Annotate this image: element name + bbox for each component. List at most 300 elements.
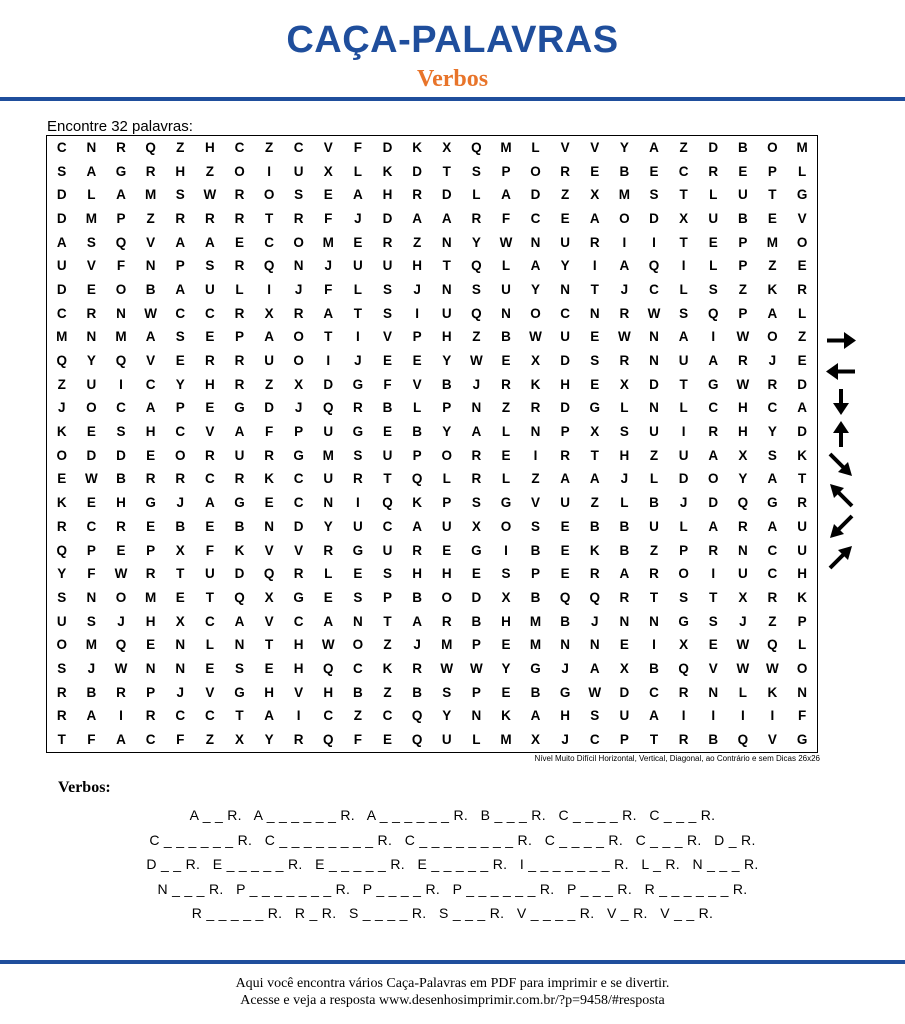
- word-hint-line: C _ _ _ _ _ _ R. C _ _ _ _ _ _ _ _ R. C _ _ _ _ _ _ _ _ R. C _ _ _ _ R. C _ _ _ R. D _ R.: [149, 831, 756, 848]
- grid-cell: Z: [383, 637, 392, 653]
- grid-cell: R: [530, 400, 541, 416]
- grid-cell: R: [145, 471, 156, 487]
- grid-cell: Y: [767, 424, 777, 440]
- grid-cell: R: [708, 163, 719, 179]
- word-hint-list: [0, 803, 905, 926]
- grid-cell: A: [412, 613, 422, 629]
- grid-cell: S: [383, 305, 393, 321]
- grid-cell: Q: [56, 542, 68, 558]
- grid-cell: R: [116, 139, 126, 155]
- grid-row: [47, 444, 817, 468]
- grid-cell: X: [294, 376, 304, 392]
- grid-cell: P: [412, 329, 422, 345]
- grid-cell: O: [530, 163, 541, 179]
- grid-cell: L: [797, 637, 807, 653]
- grid-cell: J: [679, 495, 688, 511]
- grid-cell: W: [766, 660, 779, 676]
- grid-cell: I: [504, 542, 508, 558]
- grid-cell: X: [264, 589, 274, 605]
- grid-cell: G: [352, 424, 364, 440]
- grid-cell: F: [501, 210, 511, 226]
- grid-cell: K: [530, 376, 541, 392]
- grid-cell: O: [293, 353, 304, 369]
- grid-cell: A: [619, 566, 630, 582]
- grid-row: [47, 633, 817, 657]
- grid-cell: P: [412, 447, 422, 463]
- grid-cell: C: [293, 495, 304, 511]
- bottom-divider: [0, 960, 905, 964]
- grid-row: [47, 610, 817, 634]
- grid-cell: H: [293, 637, 304, 653]
- grid-cell: M: [766, 234, 779, 250]
- grid-cell: C: [175, 708, 186, 724]
- grid-cell: Z: [531, 471, 540, 487]
- grid-cell: E: [323, 589, 333, 605]
- grid-cell: J: [620, 281, 629, 297]
- grid-cell: K: [767, 281, 778, 297]
- grid-cell: R: [234, 471, 245, 487]
- grid-cell: L: [324, 566, 333, 582]
- grid-cell: Z: [353, 708, 363, 724]
- grid-cell: U: [560, 495, 571, 511]
- grid-cell: C: [353, 660, 363, 676]
- grid-cell: B: [471, 613, 482, 629]
- grid-cell: P: [383, 589, 393, 605]
- grid-cell: D: [441, 187, 452, 203]
- grid-cell: R: [56, 708, 67, 724]
- grid-cell: C: [293, 613, 304, 629]
- grid-cell: O: [263, 187, 275, 203]
- grid-cell: R: [175, 210, 186, 226]
- grid-cell: M: [56, 329, 68, 345]
- grid-cell: V: [294, 542, 304, 558]
- grid-cell: U: [441, 732, 452, 748]
- grid-row: [47, 207, 817, 231]
- grid-cell: Q: [707, 305, 719, 321]
- grid-cell: M: [322, 234, 334, 250]
- grid-cell: R: [293, 305, 304, 321]
- grid-cell: E: [501, 684, 511, 700]
- grid-cell: U: [501, 281, 511, 297]
- grid-cell: N: [589, 637, 600, 653]
- difficulty-note: Nível Muito Difícil Horizontal, Vertical, Diagonal, ao Contrário e sem Dicas 26x26: [534, 754, 820, 763]
- grid-cell: L: [797, 305, 807, 321]
- grid-cell: S: [708, 613, 718, 629]
- grid-row: [47, 681, 817, 705]
- grid-cell: I: [533, 447, 538, 463]
- grid-cell: Q: [767, 637, 778, 653]
- grid-cell: U: [382, 542, 393, 558]
- grid-cell: N: [560, 281, 571, 297]
- grid-cell: W: [736, 329, 750, 345]
- grid-cell: S: [86, 234, 96, 250]
- grid-cell: V: [590, 139, 600, 155]
- grid-cell: Q: [263, 258, 275, 274]
- grid-cell: V: [412, 376, 422, 392]
- grid-cell: E: [471, 566, 481, 582]
- grid-cell: A: [204, 234, 215, 250]
- grid-cell: W: [618, 329, 631, 345]
- grid-cell: H: [441, 566, 452, 582]
- footer-line-1: Aqui você encontra vários Caça-Palavras em PDF para imprimir e se divertir.: [235, 976, 670, 991]
- grid-cell: A: [441, 210, 452, 226]
- grid-cell: W: [321, 637, 335, 653]
- grid-cell: Q: [115, 234, 127, 250]
- grid-cell: Q: [411, 732, 423, 748]
- grid-cell: U: [86, 376, 97, 392]
- grid-cell: O: [56, 447, 68, 463]
- grid-cell: D: [56, 210, 67, 226]
- grid-cell: R: [619, 589, 630, 605]
- grid-cell: V: [383, 329, 393, 345]
- grid-cell: R: [797, 281, 807, 297]
- grid-cell: I: [267, 281, 271, 297]
- grid-cell: O: [678, 566, 689, 582]
- grid-cell: I: [711, 566, 716, 582]
- grid-cell: R: [234, 305, 245, 321]
- grid-cell: P: [560, 424, 570, 440]
- grid-cell: C: [175, 305, 186, 321]
- grid-cell: O: [707, 471, 719, 487]
- grid-cell: K: [56, 424, 67, 440]
- grid-cell: B: [708, 732, 719, 748]
- grid-cell: T: [649, 732, 659, 748]
- grid-cell: U: [797, 518, 807, 534]
- grid-cell: J: [87, 660, 96, 676]
- grid-cell: E: [501, 353, 511, 369]
- grid-row: [47, 728, 817, 752]
- grid-cell: I: [119, 376, 123, 392]
- grid-cell: G: [559, 684, 571, 700]
- grid-cell: E: [323, 187, 333, 203]
- grid-cell: N: [560, 637, 571, 653]
- grid-cell: O: [352, 637, 364, 653]
- grid-cell: E: [649, 163, 659, 179]
- grid-cell: S: [175, 187, 185, 203]
- grid-cell: X: [442, 139, 452, 155]
- grid-cell: F: [353, 139, 363, 155]
- grid-cell: R: [293, 566, 304, 582]
- grid-cell: D: [382, 210, 393, 226]
- grid-cell: I: [681, 708, 686, 724]
- grid-cell: E: [442, 542, 452, 558]
- grid-cell: H: [412, 258, 422, 274]
- grid-cell: E: [501, 447, 511, 463]
- grid-cell: E: [353, 234, 363, 250]
- grid-cell: E: [501, 637, 511, 653]
- grid-cell: P: [619, 732, 629, 748]
- grid-cell: H: [382, 187, 393, 203]
- grid-cell: J: [324, 258, 333, 274]
- grid-cell: O: [56, 637, 68, 653]
- arrow-up-right-icon: [824, 542, 858, 573]
- word-hint-line: D _ _ R. E _ _ _ _ _ R. E _ _ _ _ _ R. E _ _ _ _ _ R. I _ _ _ _ _ _ _ R. L _ R. N _ _ _ R.: [146, 856, 759, 872]
- grid-cell: Z: [797, 329, 807, 345]
- grid-cell: C: [86, 518, 97, 534]
- grid-cell: U: [204, 281, 215, 297]
- grid-cell: Q: [115, 637, 127, 653]
- grid-cell: D: [56, 281, 67, 297]
- grid-cell: Y: [560, 258, 570, 274]
- grid-cell: D: [560, 400, 571, 416]
- grid-cell: X: [175, 542, 185, 558]
- grid-cell: Z: [561, 187, 570, 203]
- grid-cell: E: [738, 163, 748, 179]
- grid-cell: U: [441, 305, 452, 321]
- grid-cell: U: [204, 566, 215, 582]
- grid-cell: S: [86, 613, 96, 629]
- grid-cell: J: [176, 684, 184, 700]
- grid-cell: C: [145, 376, 156, 392]
- grid-cell: L: [531, 139, 540, 155]
- grid-cell: G: [115, 163, 127, 179]
- grid-cell: R: [293, 732, 304, 748]
- grid-cell: S: [383, 566, 393, 582]
- grid-cell: B: [619, 163, 630, 179]
- grid-cell: R: [678, 684, 689, 700]
- grid-cell: O: [619, 210, 630, 226]
- grid-cell: Y: [501, 660, 511, 676]
- grid-cell: R: [767, 376, 778, 392]
- grid-cell: A: [175, 281, 186, 297]
- grid-cell: P: [738, 305, 748, 321]
- grid-cell: E: [264, 495, 274, 511]
- grid-cell: C: [116, 400, 126, 416]
- grid-cell: P: [146, 542, 156, 558]
- grid-row: [47, 231, 817, 255]
- grid-cell: Y: [442, 353, 452, 369]
- grid-cell: B: [412, 424, 422, 440]
- grid-cell: E: [797, 258, 807, 274]
- word-search-grid: [46, 135, 818, 753]
- grid-cell: U: [649, 518, 659, 534]
- grid-cell: E: [205, 660, 215, 676]
- grid-cell: C: [560, 305, 571, 321]
- grid-cell: S: [501, 566, 511, 582]
- grid-cell: B: [530, 542, 541, 558]
- grid-cell: X: [679, 210, 689, 226]
- grid-cell: P: [767, 163, 777, 179]
- grid-cell: D: [293, 518, 304, 534]
- grid-cell: Y: [738, 471, 748, 487]
- grid-cell: K: [412, 139, 422, 155]
- grid-cell: G: [352, 376, 364, 392]
- grid-cell: W: [499, 234, 513, 250]
- grid-cell: O: [500, 518, 512, 534]
- grid-cell: T: [324, 329, 333, 345]
- grid-cell: E: [708, 234, 718, 250]
- grid-cell: W: [529, 329, 542, 345]
- grid-cell: C: [678, 163, 689, 179]
- grid-cell: N: [175, 660, 186, 676]
- grid-cell: C: [649, 684, 659, 700]
- grid-cell: A: [412, 210, 422, 226]
- grid-cell: H: [175, 163, 186, 179]
- grid-cell: B: [619, 518, 630, 534]
- grid-cell: N: [264, 518, 274, 534]
- grid-cell: N: [708, 684, 719, 700]
- grid-cell: X: [590, 187, 600, 203]
- grid-cell: Z: [768, 613, 777, 629]
- grid-cell: Z: [57, 376, 66, 392]
- grid-cell: I: [770, 708, 775, 724]
- grid-cell: S: [175, 329, 185, 345]
- grid-cell: D: [530, 187, 541, 203]
- grid-cell: H: [145, 424, 156, 440]
- grid-cell: R: [145, 163, 156, 179]
- top-divider: [0, 97, 905, 101]
- grid-cell: W: [440, 660, 454, 676]
- grid-cell: Z: [205, 163, 214, 179]
- grid-cell: U: [649, 424, 659, 440]
- grid-cell: W: [469, 660, 483, 676]
- grid-cell: H: [204, 139, 215, 155]
- grid-cell: R: [737, 353, 748, 369]
- grid-cell: T: [264, 210, 274, 226]
- grid-row: [47, 468, 817, 492]
- grid-cell: Z: [176, 139, 185, 155]
- grid-cell: M: [500, 732, 512, 748]
- grid-cell: C: [204, 471, 215, 487]
- grid-cell: Q: [115, 353, 127, 369]
- grid-cell: B: [649, 495, 659, 511]
- grid-cell: J: [354, 353, 362, 369]
- grid-cell: N: [293, 258, 304, 274]
- grid-cell: U: [678, 447, 689, 463]
- grid-cell: G: [530, 660, 541, 676]
- grid-cell: E: [205, 329, 215, 345]
- grid-cell: D: [708, 139, 719, 155]
- grid-cell: R: [323, 542, 334, 558]
- grid-cell: T: [264, 637, 274, 653]
- page-title: CAÇA-PALAVRAS: [286, 19, 619, 61]
- grid-cell: W: [114, 566, 128, 582]
- grid-cell: R: [175, 471, 186, 487]
- grid-cell: S: [531, 518, 541, 534]
- grid-cell: E: [57, 471, 67, 487]
- grid-cell: N: [323, 495, 334, 511]
- grid-cell: B: [412, 589, 422, 605]
- grid-cell: U: [382, 258, 393, 274]
- grid-cell: U: [737, 187, 748, 203]
- grid-cell: V: [264, 613, 274, 629]
- grid-cell: C: [204, 613, 215, 629]
- grid-cell: L: [797, 163, 807, 179]
- grid-cell: C: [204, 305, 215, 321]
- grid-cell: A: [708, 353, 719, 369]
- grid-cell: R: [116, 684, 126, 700]
- grid-cell: I: [711, 329, 716, 345]
- grid-cell: Y: [323, 518, 333, 534]
- grid-cell: B: [589, 518, 600, 534]
- grid-cell: C: [145, 732, 156, 748]
- grid-cell: R: [293, 210, 304, 226]
- grid-cell: Z: [501, 400, 511, 416]
- grid-cell: H: [323, 684, 334, 700]
- grid-cell: L: [620, 495, 629, 511]
- grid-cell: I: [622, 234, 627, 250]
- grid-cell: X: [531, 353, 541, 369]
- grid-cell: H: [116, 495, 126, 511]
- grid-cell: B: [619, 542, 630, 558]
- grid-cell: F: [205, 542, 214, 558]
- grid-row: [47, 397, 817, 421]
- grid-cell: X: [501, 589, 511, 605]
- grid-cell: L: [649, 471, 659, 487]
- grid-cell: A: [264, 708, 274, 724]
- grid-cell: A: [471, 424, 482, 440]
- grid-cell: S: [116, 424, 126, 440]
- grid-cell: A: [323, 613, 334, 629]
- grid-cell: S: [57, 660, 67, 676]
- grid-cell: A: [767, 305, 778, 321]
- grid-cell: W: [114, 660, 128, 676]
- grid-cell: R: [619, 353, 630, 369]
- grid-cell: H: [204, 376, 215, 392]
- grid-cell: U: [619, 708, 630, 724]
- grid-cell: O: [796, 660, 808, 676]
- grid-cell: J: [591, 613, 599, 629]
- word-list-label: Verbos:: [58, 779, 111, 796]
- grid-cell: H: [737, 424, 748, 440]
- grid-cell: K: [797, 589, 807, 605]
- grid-cell: M: [115, 329, 127, 345]
- grid-cell: B: [116, 471, 126, 487]
- grid-cell: R: [234, 210, 245, 226]
- grid-cell: I: [652, 234, 656, 250]
- grid-cell: P: [679, 542, 689, 558]
- grid-cell: S: [708, 281, 718, 297]
- grid-cell: E: [205, 518, 215, 534]
- arrow-down-left-icon: [824, 511, 858, 542]
- grid-cell: X: [738, 447, 748, 463]
- grid-cell: R: [264, 447, 274, 463]
- grid-cell: A: [530, 708, 541, 724]
- grid-cell: R: [737, 518, 748, 534]
- grid-cell: Z: [649, 447, 659, 463]
- grid-cell: C: [767, 400, 778, 416]
- grid-cell: L: [353, 281, 363, 297]
- grid-cell: G: [678, 613, 689, 629]
- grid-cell: B: [353, 684, 363, 700]
- grid-cell: A: [56, 234, 67, 250]
- grid-cell: M: [85, 210, 98, 226]
- grid-cell: N: [86, 139, 97, 155]
- grid-cell: H: [737, 400, 748, 416]
- grid-cell: R: [471, 447, 482, 463]
- grid-cell: F: [176, 732, 185, 748]
- grid-cell: E: [86, 495, 96, 511]
- grid-cell: V: [294, 684, 304, 700]
- grid-cell: A: [175, 234, 186, 250]
- grid-row: [47, 160, 817, 184]
- page-subtitle: Verbos: [416, 66, 489, 92]
- grid-cell: J: [176, 495, 184, 511]
- grid-cell: B: [145, 281, 156, 297]
- grid-cell: P: [797, 613, 807, 629]
- grid-cell: M: [145, 187, 157, 203]
- grid-cell: F: [87, 732, 96, 748]
- grid-cell: R: [767, 589, 778, 605]
- grid-cell: A: [767, 471, 778, 487]
- grid-cell: P: [442, 495, 452, 511]
- grid-cell: A: [589, 660, 600, 676]
- grid-cell: Z: [590, 495, 599, 511]
- grid-cell: P: [442, 400, 452, 416]
- grid-cell: U: [560, 329, 571, 345]
- grid-cell: T: [353, 305, 363, 321]
- grid-cell: P: [738, 234, 748, 250]
